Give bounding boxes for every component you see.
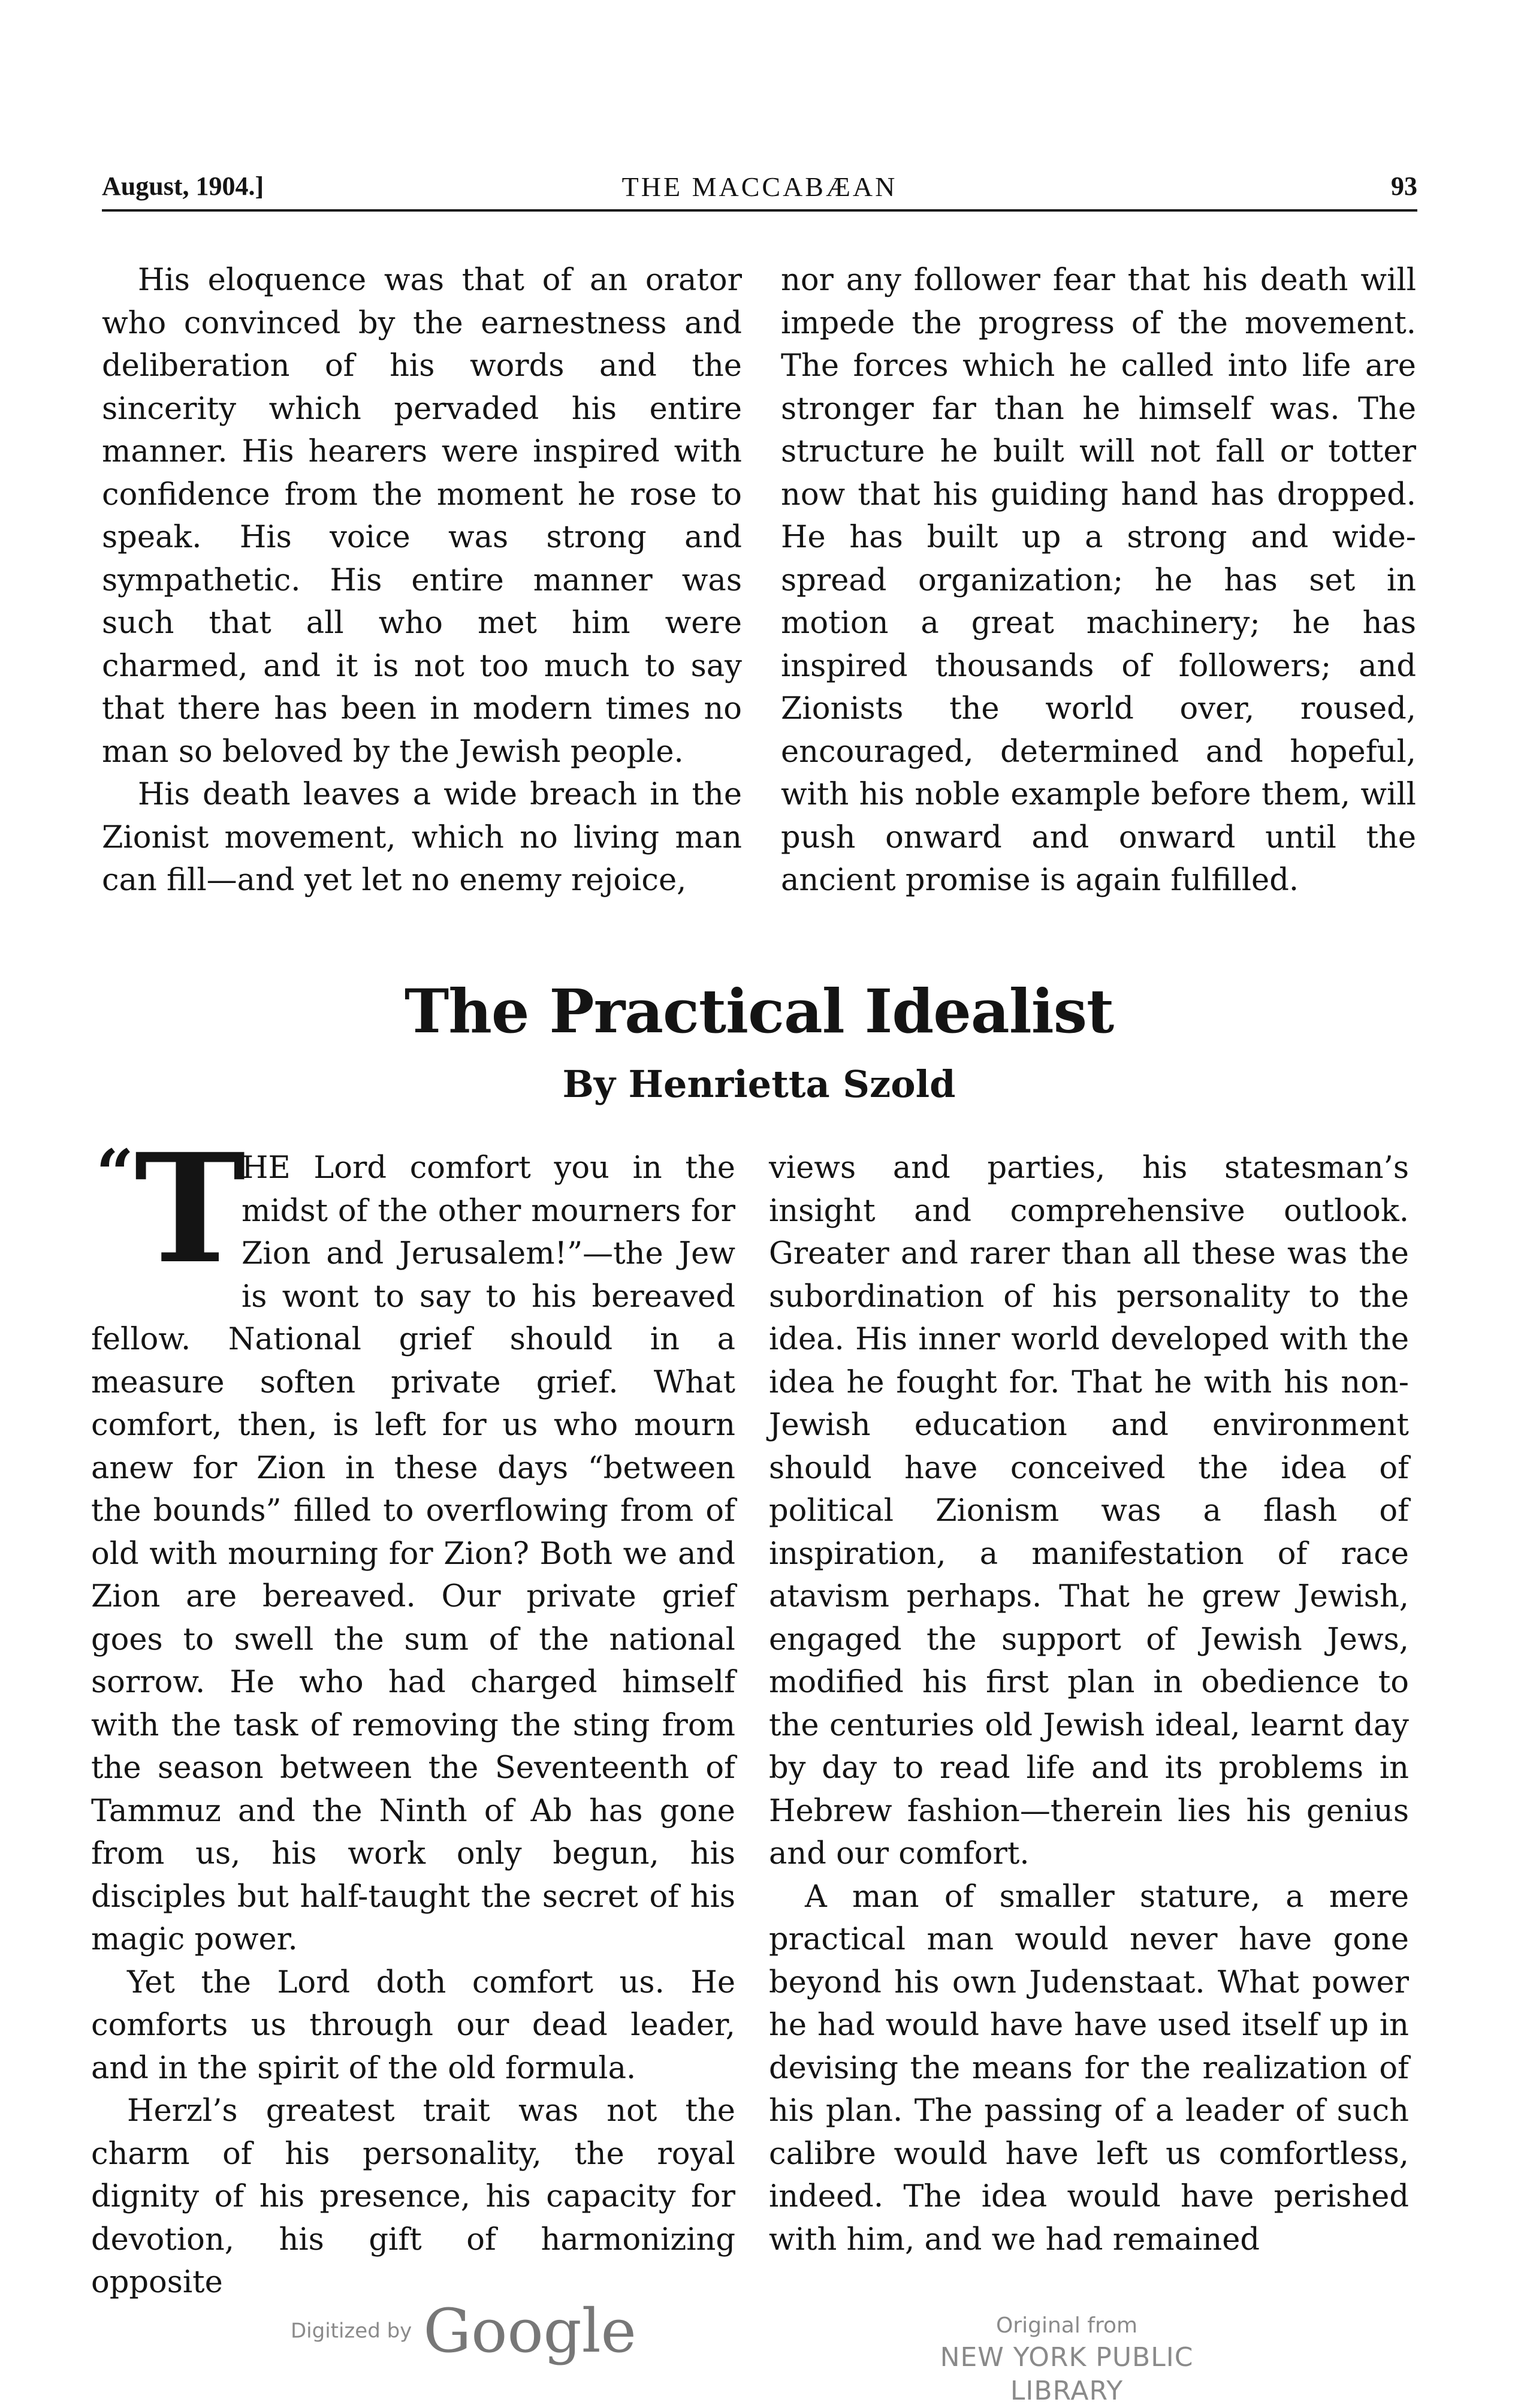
top-right-column xyxy=(781,259,1416,902)
paragraph: His eloquence was that of an orator who convinced by the earnestness and deliberation of his words and the sincerity which pervaded his entire manner. His hearers were inspired with confidence from the moment he rose to speak. His voice was strong and sympathetic. His entire manner was such that all who met him were charmed, and it is not too much to say that there has been in modern times no man so beloved by the Jewish people. xyxy=(102,263,742,770)
paragraph: nor any follower fear that his death will impede the progress of the movement. The forces which he called into life are stronger far than he himself was. The structure he built will not fall or totter now that his guiding hand has dropped. He has built up a strong and wide-spread organization; he has set in motion a great machinery; he has inspired thousands of followers; and Zionists the world over, roused, encouraged, determined and hopeful, with his noble example before them, will push onward and onward until the ancient promise is again fulfilled. xyxy=(781,263,1416,898)
article-right-column xyxy=(769,1147,1409,2261)
article-title: The Practical Idealist xyxy=(404,976,1114,1047)
paragraph: His death leaves a wide breach in the Zionist movement, which no living man can fill—and yet let no enemy rejoice, xyxy=(102,777,742,898)
digitized-label: Digitized by xyxy=(291,2319,412,2343)
paragraph: Herzl’s greatest trait was not the charm of his personality, the royal dignity of his presence, his capacity for devotion, his gift of harmonizing opposite xyxy=(91,2093,735,2300)
page-number: 93 xyxy=(1391,171,1417,201)
digitized-by-google xyxy=(291,2296,636,2366)
opening-paragraph: HE Lord comfort you in the midst of the other mourners for Zion and Jerusalem!”—the Jew is wont to say to his bereaved fellow. National grief should in a measure soften private grief. What comfort, then, is left for us who mourn anew for Zion in these days “between the bounds” filled to overflowing from of old with mourning for Zion? Both we and Zion are bereaved. Our private grief goes to swell the sum of the national sorrow. He who had charged himself with the task of removing the sting from the season between the Seventeenth of Tammuz and the Ninth of Ab has gone from us, his work only begun, his disciples but half-taught the secret of his magic power. xyxy=(91,1150,735,1957)
article-left-column xyxy=(91,1120,735,2304)
paragraph: views and parties, his statesman’s insight and comprehensive outlook. Greater and rarer than all these was the subordination of his personality to the idea. His inner world developed with the idea he fought for. That he with his non-Jewish education and environment should have conceived the idea of political Zionism was a flash of inspiration, a manifestation of race atavism perhaps. That he grew Jewish, engaged the support of Jewish Jews, modified his first plan in obedience to the centuries old Jewish ideal, learnt day by day to read life and its problems in Hebrew fashion—therein lies his genius and our comfort. xyxy=(769,1150,1409,1871)
google-logo: Google xyxy=(423,2296,636,2366)
paragraph: A man of smaller stature, a mere practical man would never have gone beyond his own Judenstaat. What power he had would have have used itself up in devising the means for the realization of his plan. The passing of a leader of such calibre would have left us comfortless, indeed. The idea would have perished with him, and we had remained xyxy=(769,1879,1409,2258)
original-from-label: Original from xyxy=(995,2313,1138,2338)
journal-title: THE MACCABÆAN xyxy=(621,171,898,202)
drop-cap-quote: “ xyxy=(96,1135,134,1212)
running-header xyxy=(102,171,1417,212)
library-credit xyxy=(887,2311,1247,2408)
drop-cap-letter: T xyxy=(134,1120,246,1297)
issue-date: August, 1904.] xyxy=(102,171,264,201)
article-byline: By Henrietta Szold xyxy=(562,1062,956,1106)
paragraph: Yet the Lord doth comfort us. He comforts us through our dead leader, and in the spirit of the old formula. xyxy=(91,1964,735,2086)
drop-cap xyxy=(91,1120,246,1297)
library-name: NEW YORK PUBLIC LIBRARY xyxy=(940,2342,1194,2406)
top-left-column xyxy=(102,259,742,902)
